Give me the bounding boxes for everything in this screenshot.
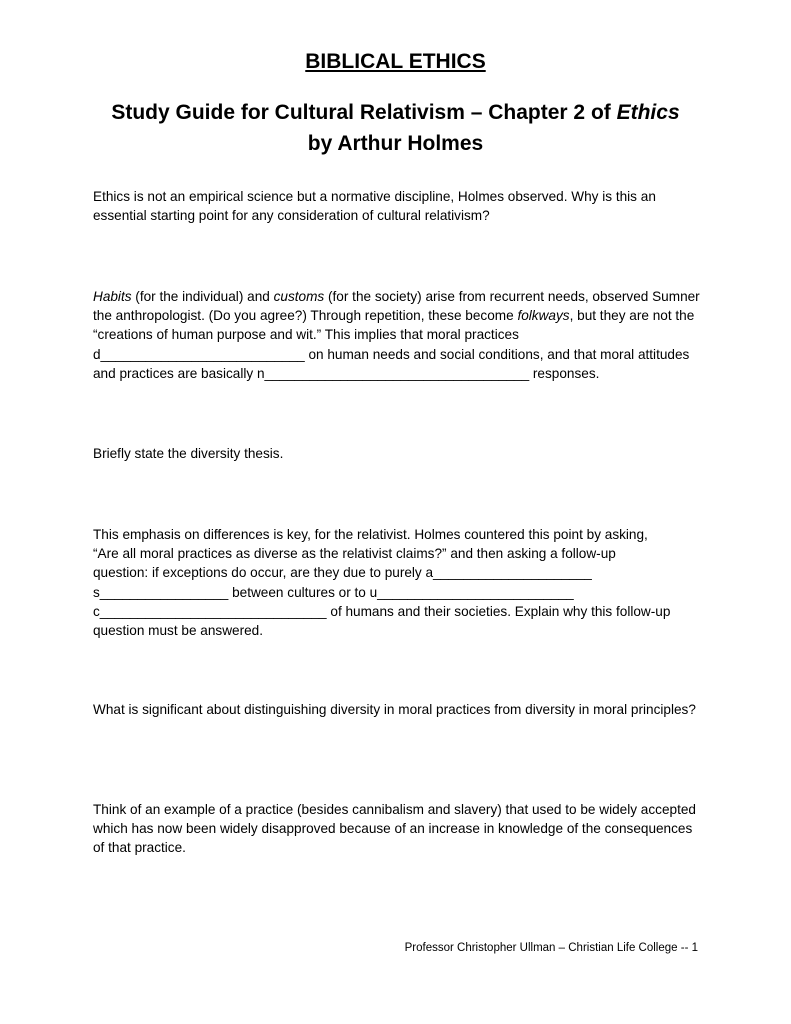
question-4-line-2: “Are all moral practices as diverse as the relativist claims?” and then asking a follow-up xyxy=(93,546,616,562)
question-3: Briefly state the diversity thesis. xyxy=(93,446,284,461)
question-2-text-b: (for the society) arise from recurrent needs, observed Sumner the anthropologist. (Do you agree?) Through repetition, these become xyxy=(93,289,700,324)
question-4-line-1: This emphasis on differences is key, for the relativist. Holmes countered this point by asking, xyxy=(93,527,648,542)
term-customs: customs xyxy=(273,289,325,304)
term-folkways: folkways xyxy=(517,308,570,324)
question-4-line-6: question must be answered. xyxy=(93,623,264,639)
question-2-text-c: , but they are not the “creations of human purpose and wit.” This implies that moral practices d___________________________ on human needs and social conditions, and that moral attitudes and practices are basically n___________________________________ responses. xyxy=(93,308,695,381)
main-title: BIBLICAL ETHICS xyxy=(305,50,486,73)
question-4-line-3: question: if exceptions do occur, are they due to purely a_____________________ xyxy=(93,565,592,581)
subtitle-book-title: Ethics xyxy=(616,101,680,124)
question-4-line-5: c______________________________ of humans and their societies. Explain why this follow-up xyxy=(93,603,671,619)
page-footer: Professor Christopher Ullman – Christian Life College -- 1 xyxy=(404,942,698,954)
question-5: What is significant about distinguishing diversity in moral practices from diversity in moral principles? xyxy=(93,702,696,717)
question-1: Ethics is not an empirical science but a normative discipline, Holmes observed. Why is this an essential starting point for any consideration of cultural relativism? xyxy=(93,189,656,224)
subtitle xyxy=(0,97,791,159)
subtitle-author: by Arthur Holmes xyxy=(307,132,484,155)
question-6: Think of an example of a practice (besides cannibalism and slavery) that used to be widely accepted which has now been widely disapproved because of an increase in knowledge of the consequences of that practice. xyxy=(93,802,696,856)
question-4-line-4: s_________________ between cultures or to u__________________________ xyxy=(93,584,574,600)
question-2 xyxy=(93,287,703,383)
term-habits: Habits xyxy=(93,289,132,304)
question-2-text-a: (for the individual) and xyxy=(131,289,274,304)
subtitle-text: Study Guide for Cultural Relativism – Chapter 2 of xyxy=(111,101,617,124)
question-4 xyxy=(93,525,703,640)
